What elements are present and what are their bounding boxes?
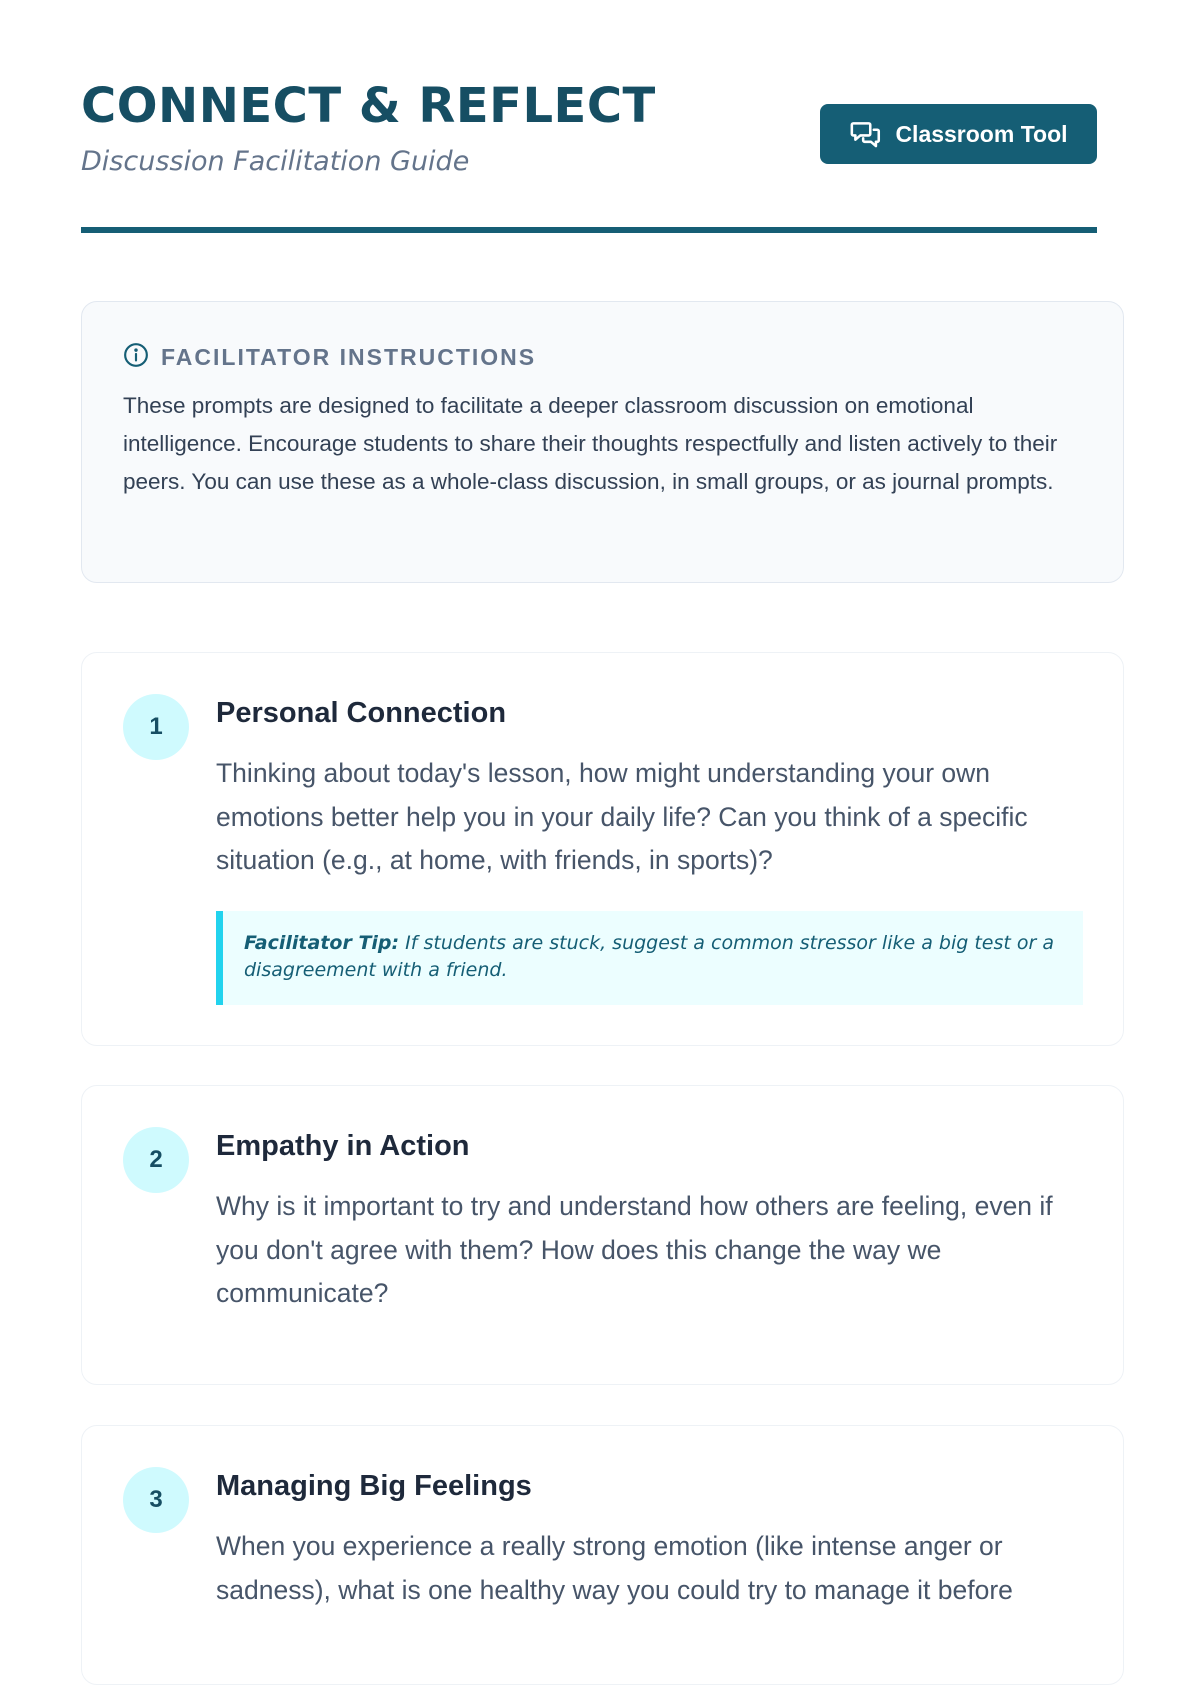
prompt-number-badge: 3: [123, 1467, 189, 1533]
prompt-content: [216, 1470, 1083, 1612]
facilitator-tip: [216, 911, 1083, 1005]
prompt-text: When you experience a really strong emotion (like intense anger or sadness), what is one healthy way you could try to manage it before: [216, 1531, 1013, 1605]
tip-text: If students are stuck, suggest a common stressor like a big test or a disagreement with a friend.: [244, 931, 1054, 981]
chat-bubbles-icon: [849, 117, 883, 151]
page-title: CONNECT & REFLECT: [81, 78, 656, 134]
prompt-card: [81, 1425, 1124, 1685]
instructions-body: These prompts are designed to facilitate a deeper classroom discussion on emotional intelligence. Encourage students to share their thoughts respectfully and listen actively to their peers. You can use these as a whole-class discussion, in small groups, or as journal prompts.: [123, 393, 1058, 494]
instructions-title: FACILITATOR INSTRUCTIONS: [161, 344, 537, 370]
prompt-title: Empathy in Action: [216, 1130, 470, 1162]
classroom-tool-label: Classroom Tool: [895, 120, 1068, 147]
page-subtitle: Discussion Facilitation Guide: [81, 146, 470, 177]
prompt-text: Thinking about today's lesson, how might understanding your own emotions better help you in your daily life? Can you think of a specific situation (e.g., at home, with friends, in sports)?: [216, 758, 1028, 875]
prompt-card: [81, 1085, 1124, 1385]
prompt-text: Why is it important to try and understand how others are feeling, even if you don't agree with them? How does this change the way we communicate?: [216, 1191, 1053, 1308]
header-divider: [81, 227, 1097, 233]
tip-label: Facilitator Tip:: [244, 931, 400, 954]
prompt-card: [81, 652, 1124, 1046]
header: [81, 0, 1097, 230]
prompt-title: Personal Connection: [216, 697, 507, 729]
facilitator-instructions: [81, 301, 1124, 583]
prompt-content: [216, 697, 1083, 1005]
classroom-tool-button[interactable]: [820, 104, 1097, 164]
prompt-content: [216, 1130, 1083, 1316]
prompt-number-badge: 2: [123, 1127, 189, 1193]
prompt-title: Managing Big Feelings: [216, 1470, 532, 1502]
instructions-header: [123, 342, 1083, 373]
info-icon: [123, 342, 149, 373]
prompt-number-badge: 1: [123, 694, 189, 760]
